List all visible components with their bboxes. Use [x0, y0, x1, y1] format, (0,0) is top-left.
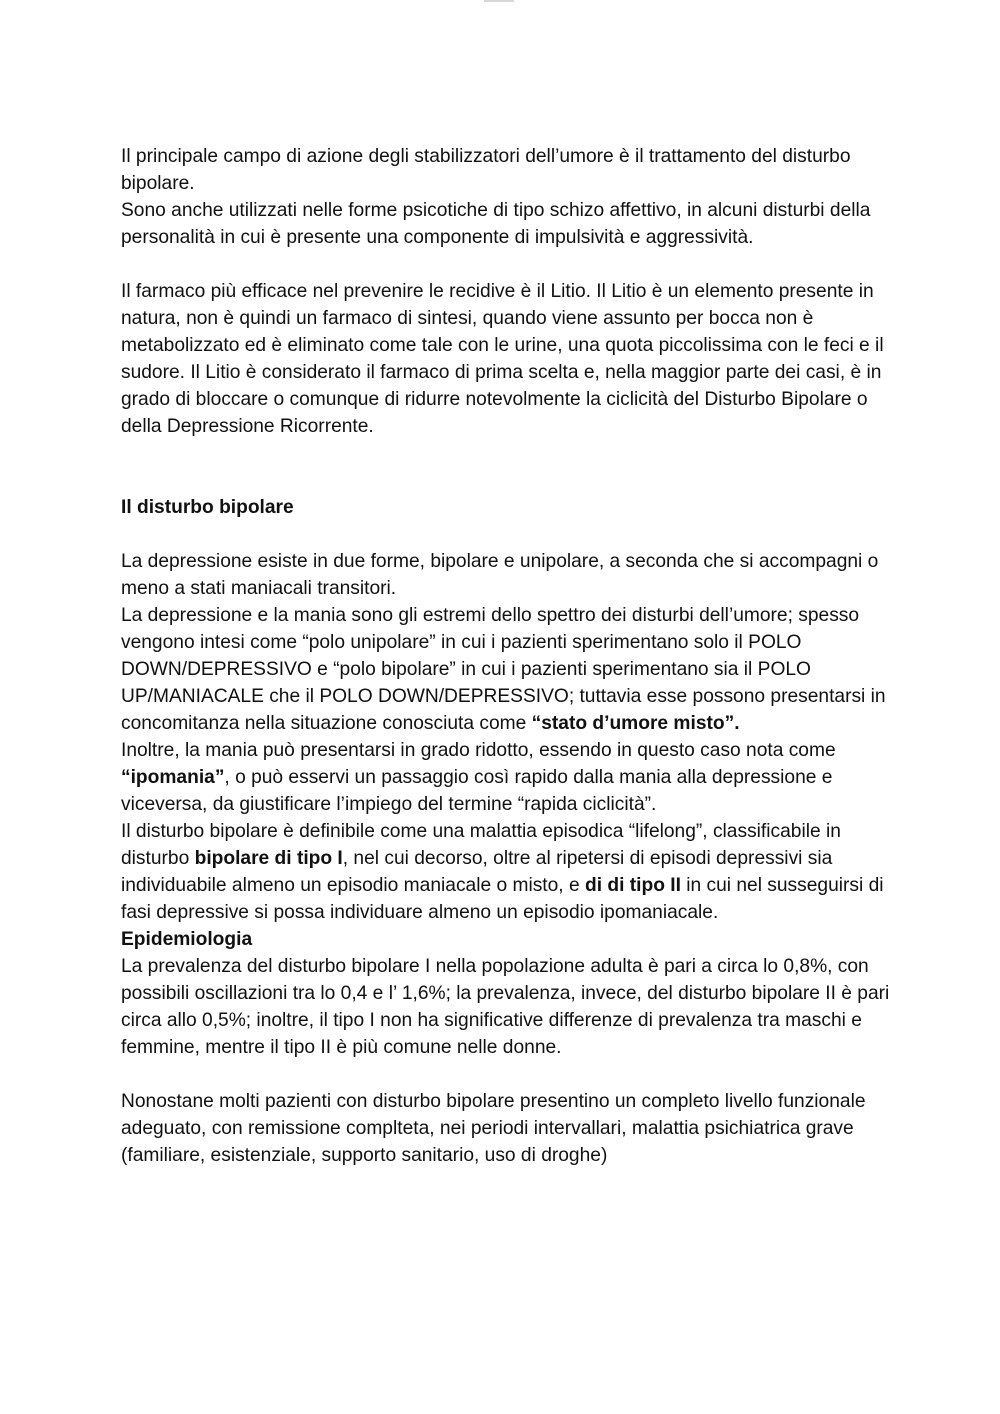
body-paragraph: La depressione esiste in due forme, bipolare e unipolare, a seconda che si accompagni o meno a stati maniacali transitori.	[121, 551, 879, 599]
bold-term: bipolare di tipo I	[194, 848, 343, 869]
document-body	[121, 143, 901, 1169]
body-paragraph	[121, 737, 901, 818]
body-paragraph	[121, 602, 901, 737]
body-paragraph: La prevalenza del disturbo bipolare I nella popolazione adulta è pari a circa lo 0,8%, con possibili oscillazioni tra lo 0,4 e l’ 1,6%; la prevalenza, invece, del disturbo bipolare II è pari circa allo 0,5%; inoltre, il tipo I non ha significative differenze di prevalenza tra maschi e femmine, mentre il tipo II è più comune nelle donne.	[121, 956, 890, 1058]
body-paragraph: Il farmaco più efficace nel prevenire le recidive è il Litio. Il Litio è un elemento presente in natura, non è quindi un farmaco di sintesi, quando viene assunto per bocca non è metabolizzato ed è eliminato come tale con le urine, una quota piccolissima con le feci e il sudore. Il Litio è considerato il farmaco di prima scelta e, nella maggior parte dei casi, è in grado di bloccare o comunque di ridurre notevolmente la ciclicità del Disturbo Bipolare o della Depressione Ricorrente.	[121, 281, 884, 437]
paragraph-spacer	[121, 521, 901, 548]
paragraph-text: La depressione e la mania sono gli estremi dello spettro dei disturbi dell’umore; spesso vengono intesi come “polo unipolare” in cui i pazienti sperimentano solo il POLO DOWN/DEPRESSIVO e “polo bipolare” in cui i pazienti sperimentano sia il POLO UP/MANIACALE che il POLO DOWN/DEPRESSIVO; tuttavia esse possono presentarsi in concomitanza nella situazione conosciuta come	[121, 605, 886, 734]
paragraph-text: in cui nel susseguirsi di fasi depressive si possa individuare almeno un episodio ipomaniacale.	[121, 875, 884, 923]
body-paragraph: Nonostane molti pazienti con disturbo bipolare presentino un completo livello funzionale adeguato, con remissione complteta, nei periodi intervallari, malattia psichiatrica grave (familiare, esistenziale, supporto sanitario, uso di droghe)	[121, 1091, 866, 1166]
section-heading: Epidemiologia	[121, 929, 253, 950]
body-paragraph: Il principale campo di azione degli stabilizzatori dell’umore è il trattamento del disturbo bipolare.	[121, 146, 851, 194]
paragraph-text: Inoltre, la mania può presentarsi in grado ridotto, essendo in questo caso nota come	[121, 740, 836, 761]
bold-term: “ipomania”	[121, 767, 225, 788]
body-paragraph: Sono anche utilizzati nelle forme psicotiche di tipo schizo affettivo, in alcuni disturbi della personalità in cui è presente una componente di impulsività e aggressività.	[121, 200, 871, 248]
paragraph-spacer	[121, 440, 901, 494]
section-heading: Il disturbo bipolare	[121, 497, 294, 518]
paragraph-spacer	[121, 251, 901, 278]
bold-term: di di tipo II	[584, 875, 681, 896]
bold-term: “stato d’umore misto”.	[531, 713, 740, 734]
paragraph-text: , nel cui decorso, oltre al ripetersi di episodi depressivi sia individuabile almeno un episodio maniacale o misto, e	[121, 848, 833, 896]
paragraph-text: , o può esservi un passaggio così rapido dalla mania alla depressione e viceversa, da giustificare l’impiego del termine “rapida ciclicità”.	[121, 767, 833, 815]
page-header-mark	[484, 0, 514, 2]
body-paragraph	[121, 818, 901, 926]
paragraph-spacer	[121, 1061, 901, 1088]
paragraph-text: Il disturbo bipolare è definibile come una malattia episodica “lifelong”, classificabile in disturbo	[121, 821, 841, 869]
